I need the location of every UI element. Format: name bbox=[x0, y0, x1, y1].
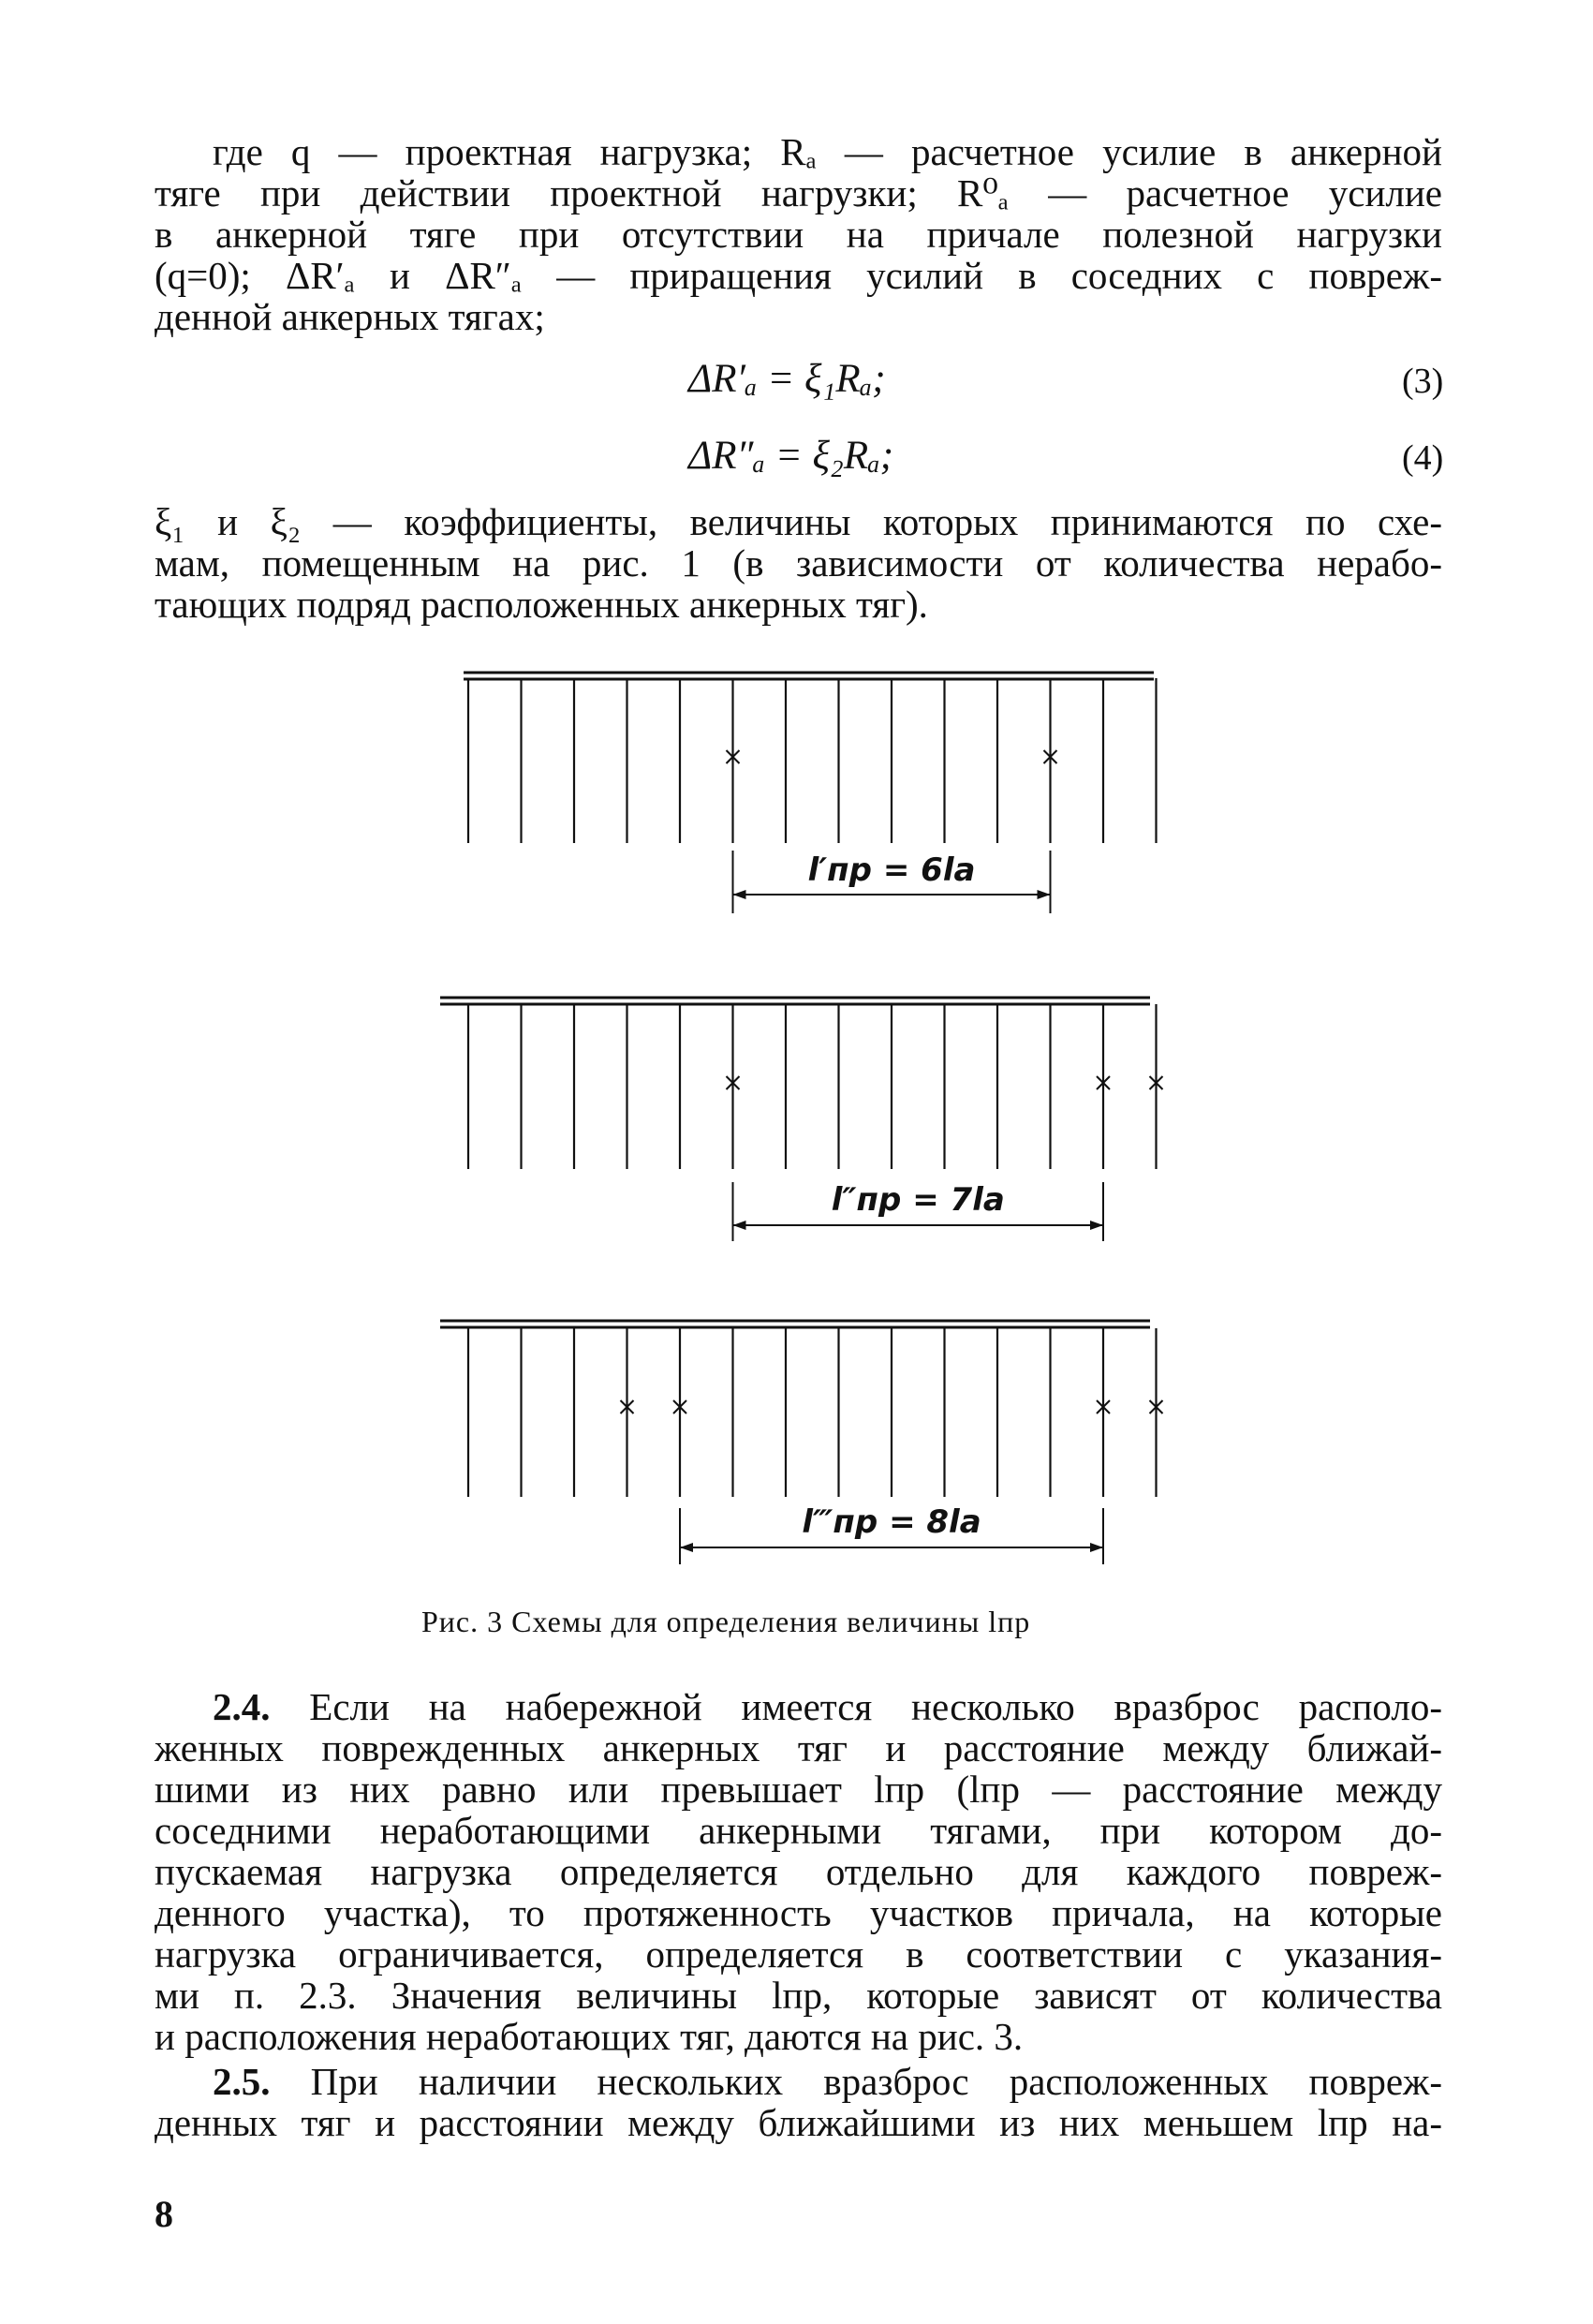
section-line: шими из них равно или превышает lпр (lпр — расстояние между bbox=[155, 1768, 1442, 1811]
section-line: соседними неработающими анкерными тягами, при котором до- bbox=[155, 1809, 1442, 1852]
section-line: пускаемая нагрузка определяется отдельно для каждого повреж- bbox=[155, 1850, 1442, 1893]
page-number: 8 bbox=[155, 2193, 173, 2235]
coef-line: мам, помещенным на рис. 1 (в зависимости от количества нерабо- bbox=[155, 541, 1442, 585]
figure-caption: Рис. 3 Схемы для определения величины lпр bbox=[421, 1605, 1031, 1638]
section-line: нагрузка ограничивается, определяется в соответствии с указания- bbox=[155, 1932, 1442, 1976]
section-2-4 bbox=[155, 1686, 1442, 2057]
intro-line: где q — проектная нагрузка; Rₐ — расчетное усилие в анкерной bbox=[213, 130, 1442, 173]
scheme-2 bbox=[440, 998, 1163, 1241]
span-label: l′пр = 6lа bbox=[807, 851, 976, 889]
section-text: При наличии нескольких вразброс расположенных повреж- bbox=[310, 2060, 1442, 2103]
coef-line: тающих подряд расположенных анкерных тяг). bbox=[155, 583, 928, 626]
intro-line: (q=0); ΔR′ₐ и ΔR″ₐ — приращения усилий в соседних с повреж- bbox=[155, 254, 1442, 297]
span-label: l″пр = 7lа bbox=[831, 1181, 1005, 1219]
intro-line: денной анкерных тягах; bbox=[155, 295, 545, 338]
section-line: денного участка), то протяженность участков причала, на которые bbox=[155, 1891, 1442, 1934]
intro-line: тяге при действии проектной нагрузки; R⁰ₐ — расчетное усилие bbox=[155, 171, 1442, 215]
intro-line: в анкерной тяге при отсутствии на причале полезной нагрузки bbox=[155, 213, 1442, 256]
section-line: ми п. 2.3. Значения величины lпр, которые зависят от количества bbox=[155, 1974, 1442, 2017]
section-2-5 bbox=[155, 2061, 1442, 2143]
scheme-1 bbox=[464, 673, 1157, 913]
section-number: 2.4. bbox=[213, 1685, 271, 1728]
section-line: женных поврежденных анкерных тяг и расстояние между ближай- bbox=[155, 1726, 1442, 1769]
equation-number-3: (3) bbox=[1402, 362, 1444, 401]
section-text: Если на набережной имеется несколько вразброс располо- bbox=[309, 1685, 1443, 1728]
equation-4: ΔR″ₐ = ξ₂Rₐ; bbox=[688, 434, 894, 478]
section-number: 2.5. bbox=[213, 2060, 271, 2103]
equation-number-4: (4) bbox=[1402, 438, 1444, 478]
section-line: денных тяг и расстоянии между ближайшими из них меньшем lпр на- bbox=[155, 2101, 1442, 2144]
equation-3: ΔR′ₐ = ξ₁Rₐ; bbox=[688, 357, 886, 401]
section-line bbox=[155, 2061, 1442, 2102]
section-line bbox=[155, 1686, 1442, 1727]
span-label: l‴пр = 8lа bbox=[802, 1503, 981, 1541]
coef-line: ξ₁ и ξ₂ — коэффициенты, величины которых принимаются по схе- bbox=[155, 500, 1442, 543]
section-line: и расположения неработающих тяг, даются на рис. 3. bbox=[155, 2015, 1024, 2058]
scheme-3 bbox=[440, 1321, 1163, 1564]
